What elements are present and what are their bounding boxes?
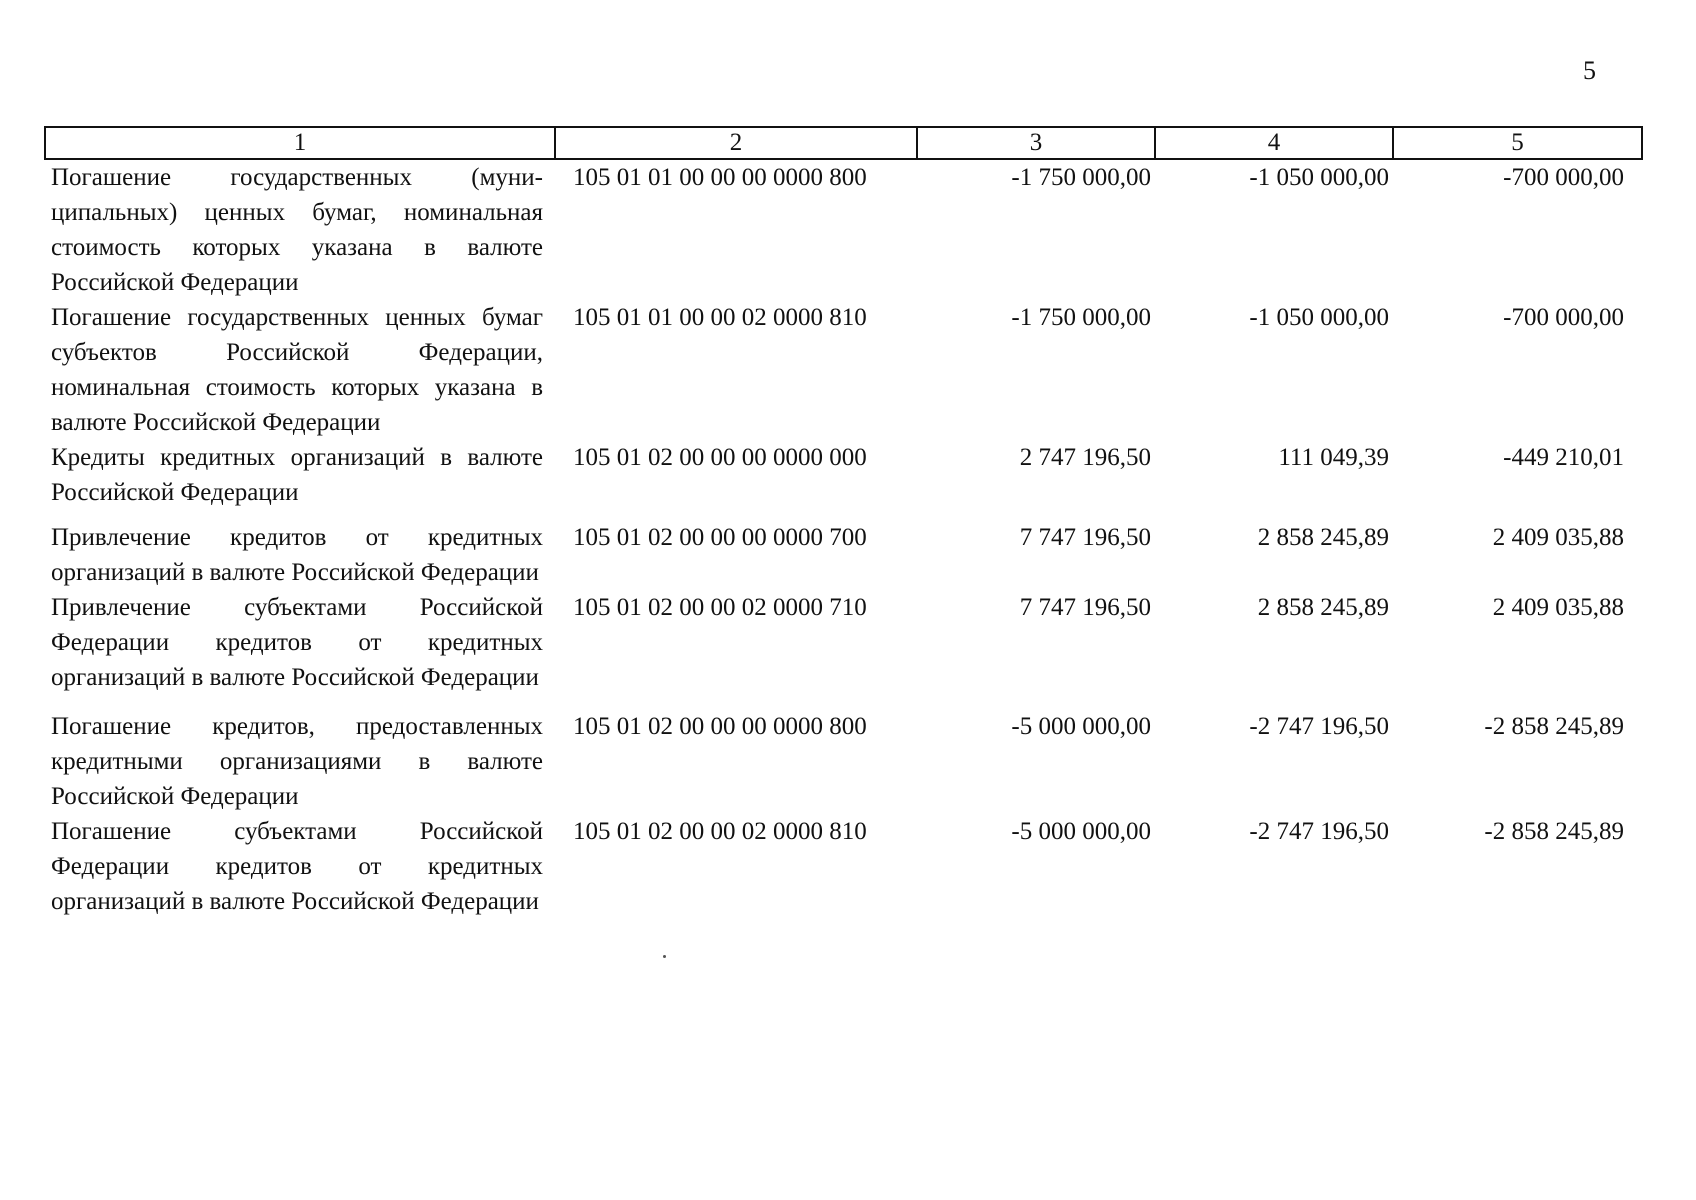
page-number: 5 bbox=[1583, 56, 1596, 85]
row-name: Погашение кредитов, предоставленных кредитными организациями в валюте Российской Федерации bbox=[51, 713, 543, 810]
row-value-col5: -2 858 245,89 bbox=[1484, 818, 1624, 845]
row-code: 105 01 02 00 00 00 0000 800 bbox=[573, 713, 867, 740]
table-row bbox=[45, 590, 1642, 695]
table-row bbox=[45, 695, 1642, 814]
row-code: 105 01 02 00 00 00 0000 700 bbox=[573, 524, 867, 551]
row-value-col5: -700 000,00 bbox=[1503, 164, 1624, 191]
row-name: Привлечение кредитов от кредитных организаций в валюте Российской Федерации bbox=[51, 524, 543, 586]
scan-speck bbox=[663, 955, 666, 958]
row-value-col3: -5 000 000,00 bbox=[1011, 713, 1151, 740]
table-body bbox=[45, 159, 1642, 919]
row-value-col3: 7 747 196,50 bbox=[1019, 594, 1151, 621]
table-row bbox=[45, 159, 1642, 300]
row-value-col4: -2 747 196,50 bbox=[1249, 713, 1389, 740]
row-value-col3: -5 000 000,00 bbox=[1011, 818, 1151, 845]
header-col-2: 2 bbox=[555, 127, 917, 159]
sources-table bbox=[44, 126, 1643, 919]
header-col-5: 5 bbox=[1393, 127, 1642, 159]
header-row bbox=[45, 127, 1642, 159]
row-code: 105 01 01 00 00 02 0000 810 bbox=[573, 304, 867, 331]
row-value-col4: -1 050 000,00 bbox=[1249, 164, 1389, 191]
row-value-col4: 111 049,39 bbox=[1278, 444, 1389, 471]
header-col-1: 1 bbox=[45, 127, 555, 159]
row-value-col5: 2 409 035,88 bbox=[1492, 524, 1624, 551]
row-value-col3: 2 747 196,50 bbox=[1019, 444, 1151, 471]
row-code: 105 01 02 00 00 02 0000 810 bbox=[573, 818, 867, 845]
row-name: Погашение субъектами Российской Федерации кредитов от кредитных организаций в валюте Российской Федерации bbox=[51, 818, 543, 915]
row-value-col3: -1 750 000,00 bbox=[1011, 164, 1151, 191]
table-row bbox=[45, 440, 1642, 510]
row-name: Погашение государственных ценных бумаг субъектов Российской Федерации, номинальная стоимость которых указана в валюте Российской Федерации bbox=[51, 304, 543, 436]
header-col-4: 4 bbox=[1155, 127, 1393, 159]
row-value-col4: 2 858 245,89 bbox=[1257, 524, 1389, 551]
row-name: Привлечение субъектами Российской Федерации кредитов от кредитных организаций в валюте Российской Федерации bbox=[51, 594, 543, 691]
row-value-col4: 2 858 245,89 bbox=[1257, 594, 1389, 621]
row-value-col3: -1 750 000,00 bbox=[1011, 304, 1151, 331]
row-value-col4: -2 747 196,50 bbox=[1249, 818, 1389, 845]
row-value-col5: 2 409 035,88 bbox=[1492, 594, 1624, 621]
row-value-col5: -700 000,00 bbox=[1503, 304, 1624, 331]
table-row bbox=[45, 814, 1642, 919]
row-code: 105 01 02 00 00 02 0000 710 bbox=[573, 594, 867, 621]
row-name: Погашение государственных (муни-ципальных) ценных бумаг, номинальная стоимость которых указана в валюте Российской Федерации bbox=[51, 164, 543, 296]
table-row bbox=[45, 300, 1642, 440]
row-code: 105 01 01 00 00 00 0000 800 bbox=[573, 164, 867, 191]
row-value-col5: -2 858 245,89 bbox=[1484, 713, 1624, 740]
header-col-3: 3 bbox=[917, 127, 1155, 159]
table-row bbox=[45, 510, 1642, 590]
table-header bbox=[45, 127, 1642, 159]
row-value-col4: -1 050 000,00 bbox=[1249, 304, 1389, 331]
row-value-col3: 7 747 196,50 bbox=[1019, 524, 1151, 551]
row-name: Кредиты кредитных организаций в валюте Российской Федерации bbox=[51, 444, 543, 506]
row-value-col5: -449 210,01 bbox=[1503, 444, 1624, 471]
row-code: 105 01 02 00 00 00 0000 000 bbox=[573, 444, 867, 471]
